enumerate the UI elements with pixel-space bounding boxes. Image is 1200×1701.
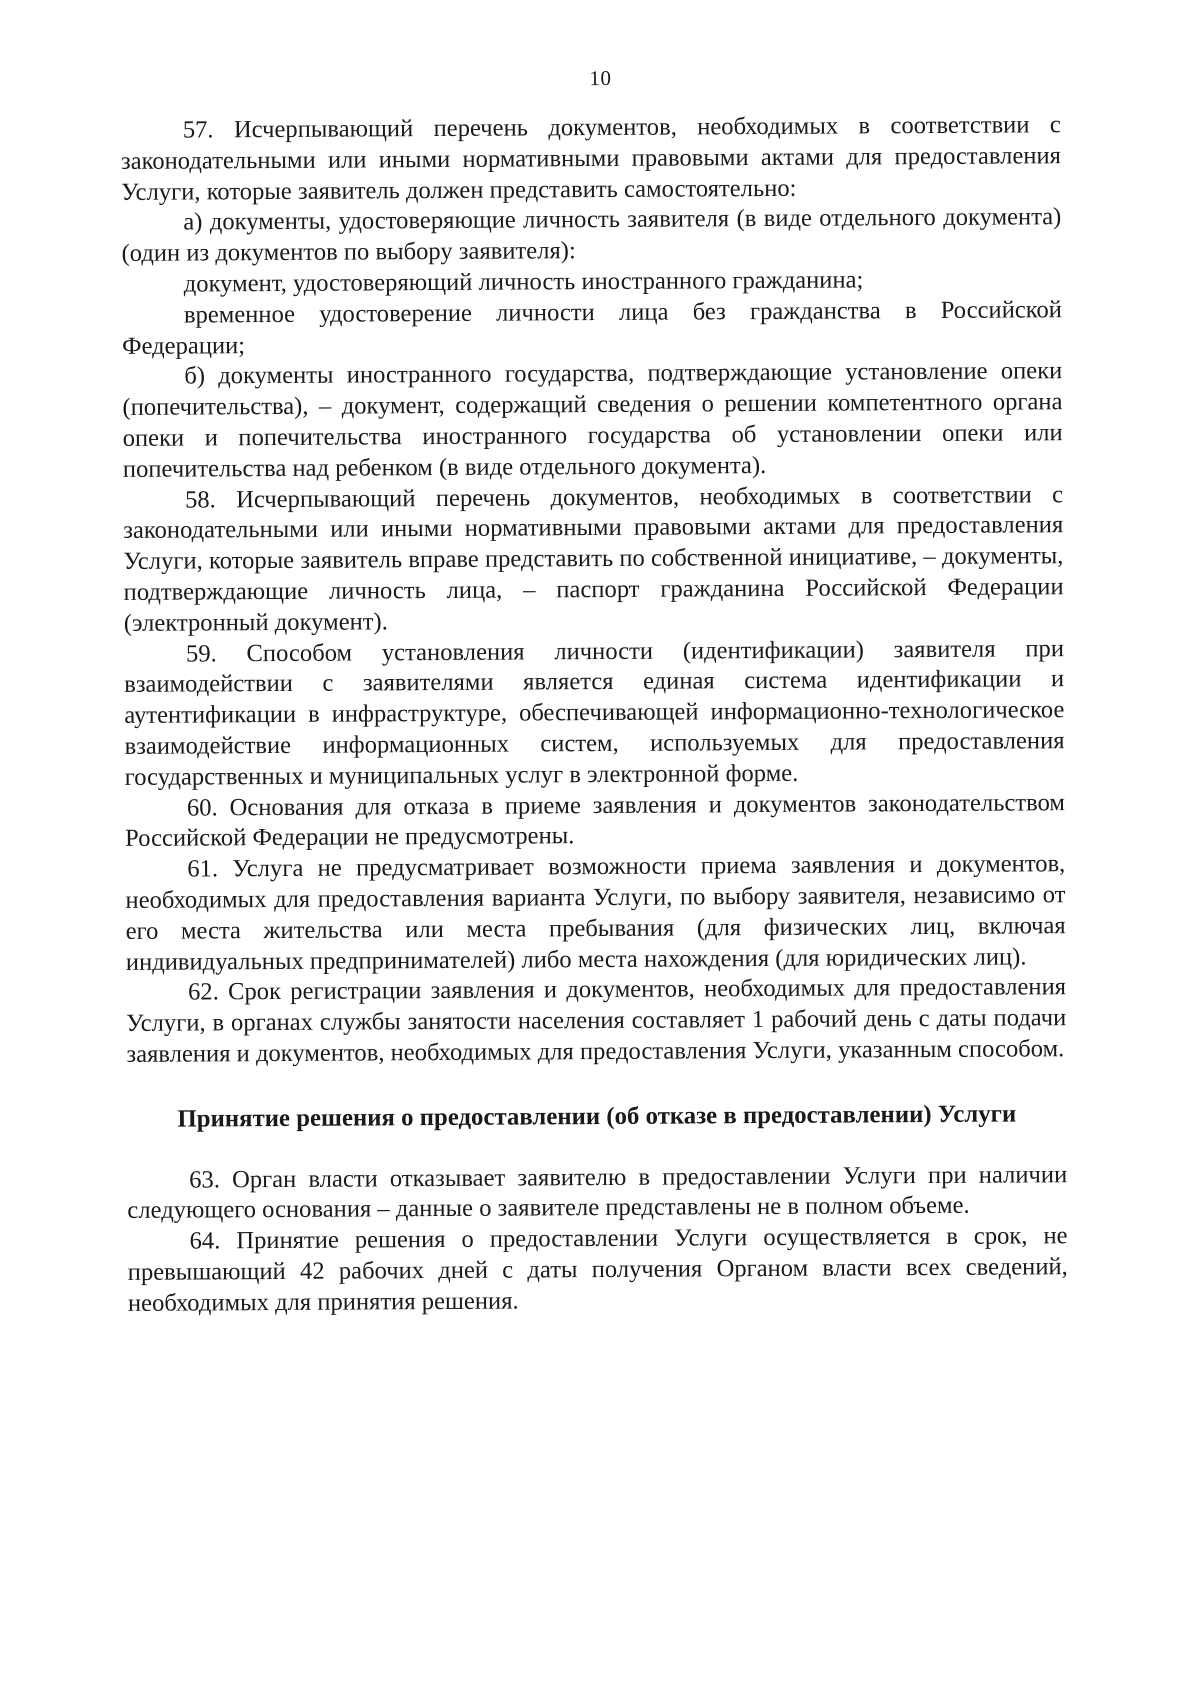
paragraph-64: 64. Принятие решения о предоставлении Услуги осуществляется в срок, не превышающий 42 рабочих дней с даты получения Органом власти всех сведений, необходимых для принятия решения. — [127, 1222, 1068, 1317]
page-number: 10 — [589, 65, 612, 91]
paragraph-57-item-a: а) документы, удостоверяющие личность заявителя (в виде отдельного документа) (один из документов по выбору заявителя): — [121, 203, 1062, 268]
paragraph-60: 60. Основания для отказа в приеме заявления и документов законодательством Российской Федерации не предусмотрены. — [125, 788, 1065, 853]
paragraph-63: 63. Орган власти отказывает заявителю в предоставлении Услуги при наличии следующего основания – данные о заявителе представлены не в полном объеме. — [127, 1160, 1068, 1225]
paragraph-57: 57. Исчерпывающий перечень документов, необходимых в соответствии с законодательными или иными нормативными правовыми актами для предоставления Услуги, которые заявитель должен представить самостоятельно: — [120, 111, 1062, 206]
paragraph-57-item-a-doc-1: документ, удостоверяющий личность иностранного гражданина; — [183, 266, 864, 298]
paragraph-59: 59. Способом установления личности (идентификации) заявителя при взаимодействии с заявителями является единая система идентификации и аутентификации в инфраструктуре, обеспечивающей информационно-технологическое взаимодействие информационных систем, используемых для предоставления государственных и муниципальных услуг в электронной форме. — [124, 634, 1065, 791]
paragraph-61: 61. Услуга не предусматривает возможности приема заявления и документов, необходимых для предоставления варианта Услуги, по выбору заявителя, независимо от его места жительства или места пребывания (для физических лиц, включая индивидуальных предпринимателей) либо места нахождения (для юридических лиц). — [125, 850, 1066, 976]
section-heading: Принятие решения о предоставлении (об отказе в предоставлении) Услуги — [177, 1100, 1017, 1133]
document-body — [121, 110, 1068, 1319]
paragraph-62: 62. Срок регистрации заявления и документов, необходимых для предоставления Услуги, в органах службы занятости населения составляет 1 рабочий день с даты подачи заявления и документов, необходимых для предоставления Услуги, указанным способом. — [126, 973, 1067, 1068]
paragraph-57-item-a-doc-2: временное удостоверение личности лица без гражданства в Российской Федерации; — [122, 295, 1062, 360]
paragraph-58: 58. Исчерпывающий перечень документов, необходимых в соответствии с законодательными или иными нормативными правовыми актами для предоставления Услуги, которые заявитель вправе представить по собственной инициативе, – документы, подтверждающие личность лица, – паспорт гражданина Российской Федерации (электронный документ). — [123, 480, 1064, 637]
paragraph-57-item-b: б) документы иностранного государства, подтверждающие установление опеки (попечительства), – документ, содержащий сведения о решении компетентного органа опеки и попечительства иностранного государства об установлении опеки или попечительства над ребенком (в виде отдельного документа). — [122, 357, 1063, 483]
